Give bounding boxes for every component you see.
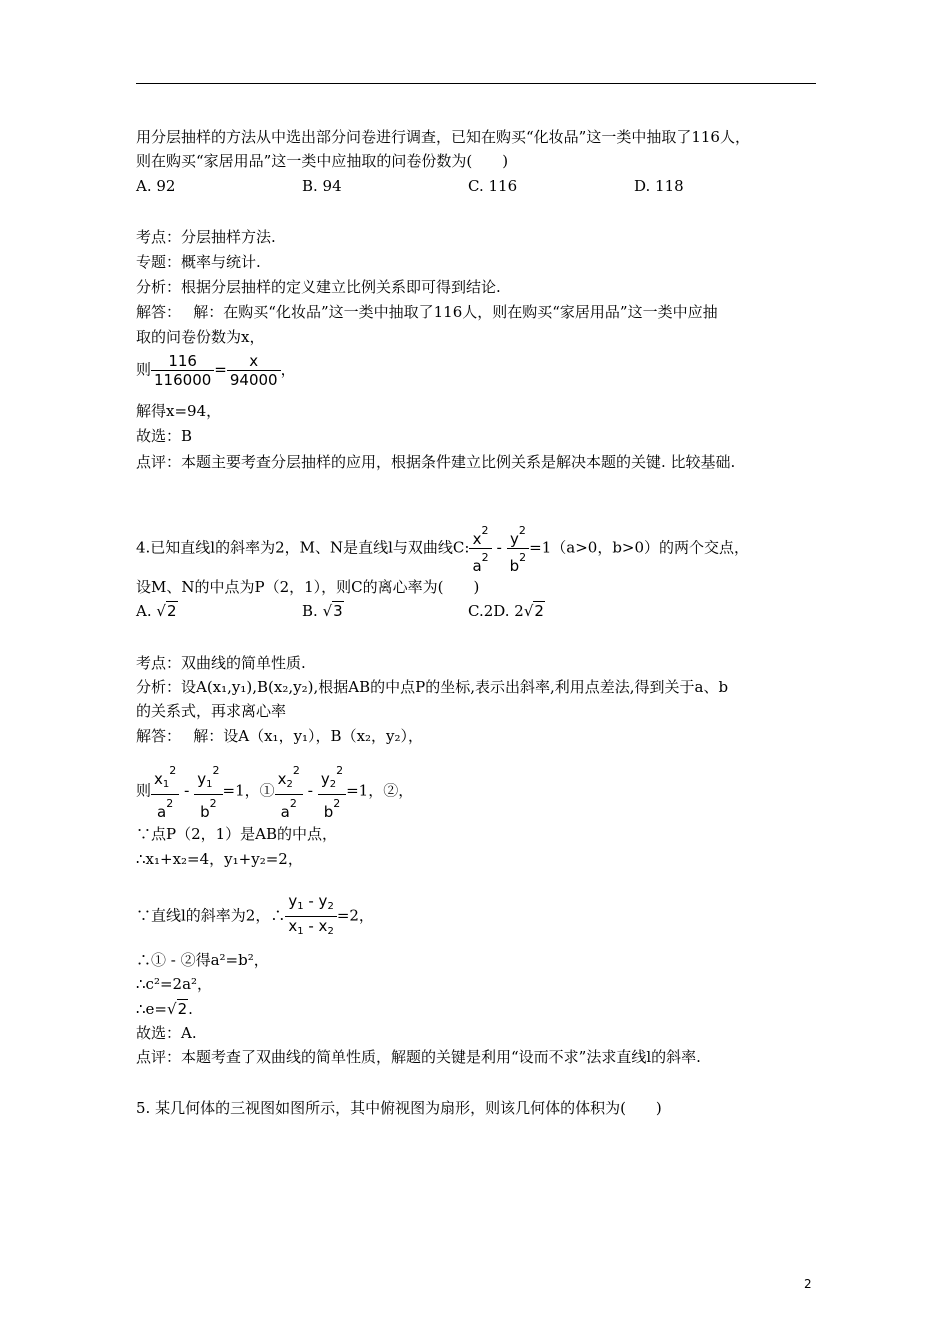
q3-fenxi: 分析：根据分层抽样的定义建立比例关系即可得到结论.: [136, 278, 501, 296]
q4-eq2-frac-a: $\frac{x_2^2}{a^2}$: [275, 762, 303, 821]
q3-frac1-den: 116000: [151, 370, 214, 389]
q4-hyperbola-x-frac: $\frac{x^2}{a^2}$: [469, 522, 491, 575]
q3-stem-line2: 则在购买“家居用品”这一类中应抽取的问卷份数为( ): [136, 152, 509, 170]
q3-option-d: D. 118: [634, 177, 684, 195]
q4-therefore-2: ∴① - ②得a²=b²，: [136, 951, 269, 969]
q4-option-b-sqrt: √3: [322, 602, 343, 620]
q4-jieda: 解答： 解：设A（x₁，y₁），B（x₂，y₂），: [136, 727, 424, 745]
q4-option-b: B. √3: [302, 602, 343, 620]
q3-jieda-line1: 解答： 解：在购买“化妆品”这一类中抽取了116人，则在购买“家居用品”这一类中应抽: [136, 303, 718, 321]
q3-fraction-2: [227, 352, 281, 389]
q4-comment: 点评：本题考查了双曲线的简单性质，解题的关键是利用“设而不求”法求直线l的斜率.: [136, 1048, 701, 1066]
q4-stem-prefix: 4.已知直线l的斜率为2，M、N是直线l与双曲线C:: [136, 538, 470, 557]
q3-jieda-line2: 取的问卷份数为x，: [136, 328, 265, 346]
q4-stem-suffix: =1（a>0，b>0）的两个交点，: [529, 538, 750, 557]
q3-option-b: B. 94: [302, 177, 342, 195]
q4-therefore-4: ∴e=√2.: [136, 1000, 193, 1018]
q3-choose: 故选：B: [136, 427, 193, 445]
q4-therefore-1: ∴x₁+x₂=4，y₁+y₂=2，: [136, 850, 303, 868]
q3-frac2-den: 94000: [227, 370, 281, 389]
header-rule: [136, 83, 816, 84]
q4-slope-frac: $\frac{y_1 - y_2}{x_1 - x_2}$: [285, 892, 336, 941]
q4-option-a: A. √2: [136, 602, 177, 620]
q4-because-1: ∵点P（2，1）是AB的中点，: [136, 825, 338, 843]
q3-option-c: C. 116: [468, 177, 518, 195]
q4-fenxi-line1: 分析：设A(x₁,y₁),B(x₂,y₂),根据AB的中点P的坐标,表示出斜率,利用点差法,得到关于a、b: [136, 678, 729, 696]
q3-equation: 则 $\frac{116}{116000}$ = $\frac{x}{94000}$ ，: [136, 352, 296, 389]
q3-solve: 解得x=94，: [136, 402, 222, 420]
page-number: 2: [804, 1277, 812, 1291]
q4-stem-line1: 4.已知直线l的斜率为2，M、N是直线l与双曲线C: $\frac{x^2}{a^2}$ - $\frac{y^2}{b^2}$ =1（a>0，b>0）的两个交点，: [136, 524, 750, 575]
q4-eq1-frac-b: $\frac{y_1^2}{b^2}$: [194, 762, 222, 821]
q3-eq-prefix: 则: [136, 360, 152, 379]
q4-option-a-sqrt: √2: [156, 602, 177, 620]
q4-e-sqrt: √2: [167, 1000, 188, 1018]
q4-hyperbola-y-frac: $\frac{y^2}{b^2}$: [507, 522, 530, 575]
q4-kaodian: 考点：双曲线的简单性质.: [136, 654, 306, 672]
q3-stem-line1: 用分层抽样的方法从中选出部分问卷进行调查，已知在购买“化妆品”这一类中抽取了116人，: [136, 128, 750, 146]
q3-comment: 点评：本题主要考查分层抽样的应用，根据条件建立比例关系是解决本题的关键. 比较基础.: [136, 453, 736, 471]
q4-eq2-frac-b: $\frac{y_2^2}{b^2}$: [318, 762, 346, 821]
q3-eq-suffix: ，: [280, 360, 296, 379]
q4-option-d-sqrt: √2: [523, 602, 544, 620]
q3-frac1-num: 116: [168, 352, 197, 370]
q4-choose: 故选：A.: [136, 1024, 197, 1042]
q4-therefore-3: ∴c²=2a²，: [136, 975, 213, 993]
q4-stem-line2: 设M、N的中点为P（2，1），则C的离心率为( ): [136, 578, 480, 596]
q3-zhuanti: 专题：概率与统计.: [136, 253, 261, 271]
q4-option-cd: C.2D. 2√2: [468, 602, 544, 620]
q4-equation-1: 则 $\frac{x_1^2}{a^2}$ - $\frac{y_1^2}{b^2}$ =1，① $\frac{x_2^2}{a^2}$ - $\frac{y_2^2}{b^2}$ =1，②，: [136, 764, 414, 821]
q4-slope-line: ∵直线l的斜率为2，∴ $\frac{y_1 - y_2}{x_1 - x_2}$ =2，: [136, 892, 374, 941]
q3-fraction-1: [151, 352, 214, 389]
q4-eq1-frac-a: $\frac{x_1^2}{a^2}$: [151, 762, 179, 821]
q3-kaodian: 考点：分层抽样方法.: [136, 228, 276, 246]
q3-option-a: A. 92: [136, 177, 176, 195]
q4-fenxi-line2: 的关系式，再求离心率: [136, 702, 287, 720]
q3-frac2-num: x: [249, 352, 259, 370]
q5-stem: 5. 某几何体的三视图如图所示，其中俯视图为扇形，则该几何体的体积为( ): [136, 1099, 662, 1117]
